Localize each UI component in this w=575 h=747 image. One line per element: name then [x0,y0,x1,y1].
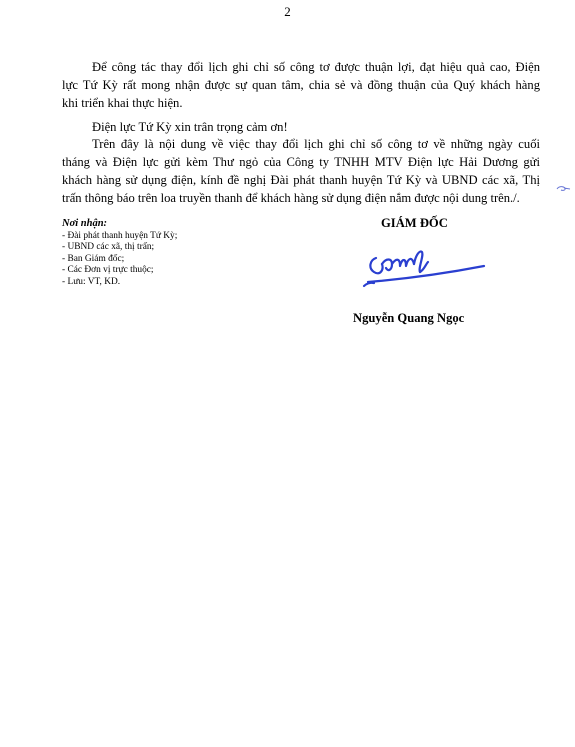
position-title: GIÁM ĐỐC [381,216,448,230]
margin-mark-icon [555,184,571,194]
recipient-item: - Các Đơn vị trực thuộc; [62,265,154,276]
recipient-item: - Lưu: VT, KD. [62,276,121,287]
recipient-item: - Ban Giám đốc; [62,253,125,264]
signer-name: Nguyễn Quang Ngọc [353,311,465,325]
recipients-block [62,218,177,289]
page-number: 2 [284,4,291,19]
paragraph-3-line: tháng và Điện lực gửi kèm Thư ngỏ của Công ty TNHH MTV Điện lực Hải Dương gửi [62,155,540,169]
paragraph-3-line: khách hàng sử dụng điện, kính đề nghị Đài phát thanh huyện Tứ Kỳ và UBND các xã, Thị [62,173,540,187]
paragraph-3-line: Trên đây là nội dung về việc thay đổi lịch ghi chỉ số công tơ về những ngày cuối [92,137,540,151]
paragraph-1-line: khi triển khai thực hiện. [62,96,183,110]
paragraph-2-line: Điện lực Tứ Kỳ xin trân trọng cảm ơn! [92,120,288,134]
paragraph-1-line: lực Tứ Kỳ rất mong nhận được sự quan tâm, chia sẻ và đồng thuận của Quý khách hàng [62,78,540,92]
paragraph-3 [62,135,540,207]
recipient-item: - Đài phát thanh huyện Tứ Kỳ; [62,230,178,241]
recipients-title: Nơi nhận: [62,218,108,229]
recipient-item: - UBND các xã, thị trấn; [62,242,155,253]
paragraph-1 [62,58,540,112]
paragraph-2 [62,118,540,136]
recipients-list [62,231,177,289]
paragraph-3-line: trấn thông báo trên loa truyền thanh để khách hàng sử dụng điện nắm được nội dung trên./. [62,191,520,205]
handwritten-signature [362,244,492,296]
paragraph-1-line: Để công tác thay đổi lịch ghi chỉ số công tơ được thuận lợi, đạt hiệu quả cao, Điện [92,60,540,74]
